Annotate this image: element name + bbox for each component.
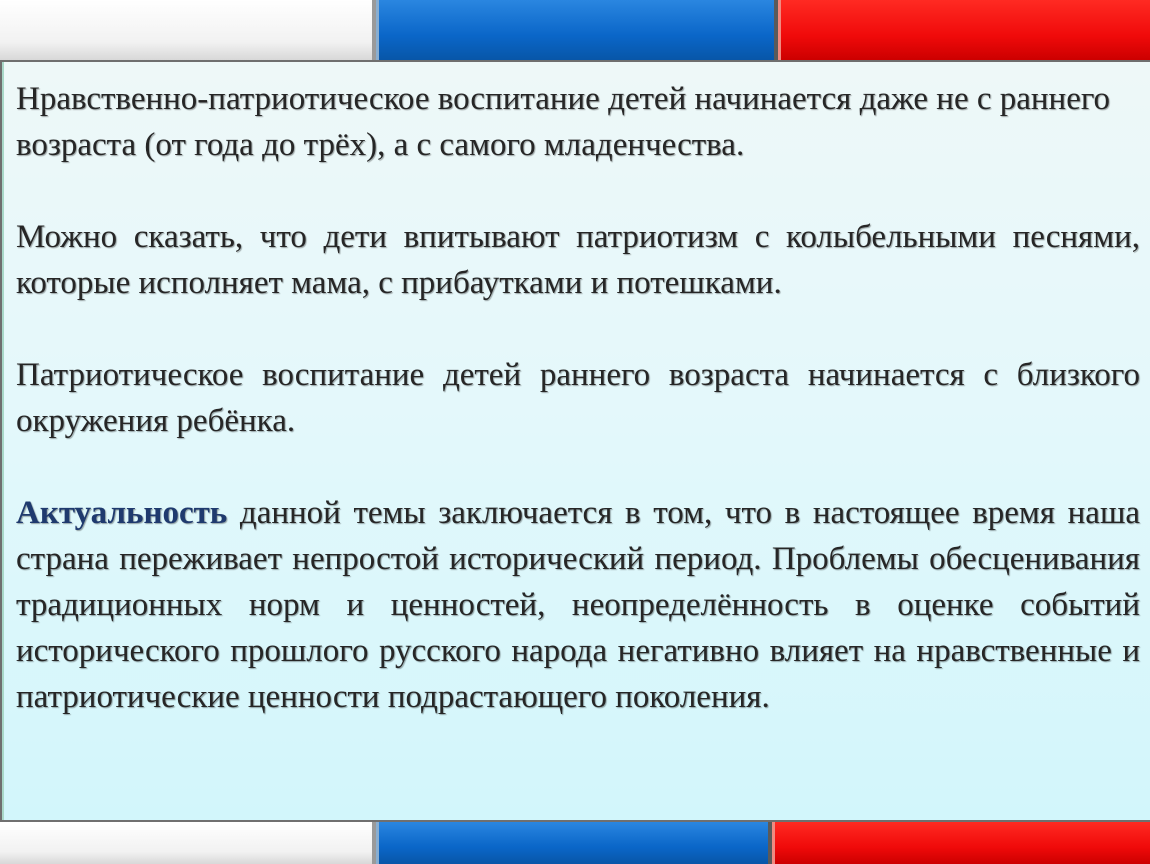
paragraph-3: Патриотическое воспитание детей раннего возраста начинается с близкого окружения ребёнка. [16,357,1140,439]
top-flag-stripe-red [778,0,1150,60]
top-flag-stripe-white [0,0,376,60]
content-panel [2,62,1150,820]
bottom-flag-stripe-blue [376,822,772,864]
top-flag-stripe-blue [376,0,778,60]
bottom-flag-stripe-white [0,822,376,864]
slide-text [16,76,1140,720]
relevance-highlight: Актуальность [16,495,228,531]
bottom-flag-stripe-red [772,822,1150,864]
paragraph-2: Можно сказать, что дети впитывают патриотизм с колыбельными песнями, которые исполняет мама, с прибаутками и потешками. [16,219,1140,301]
paragraph-4-text: данной темы заключается в том, что в настоящее время наша страна переживает непростой исторический период. Проблемы обесценивания традиционных норм и ценностей, неопределённость в оценке событий исторического прошлого русского народа негативно влияет на нравственные и патриотические ценности подрастающего поколения. [16,495,1140,715]
paragraph-4 [16,490,1140,720]
paragraph-1: Нравственно-патриотическое воспитание детей начинается даже не с раннего возраста (от года до трёх), а с самого младенчества. [16,81,1111,163]
